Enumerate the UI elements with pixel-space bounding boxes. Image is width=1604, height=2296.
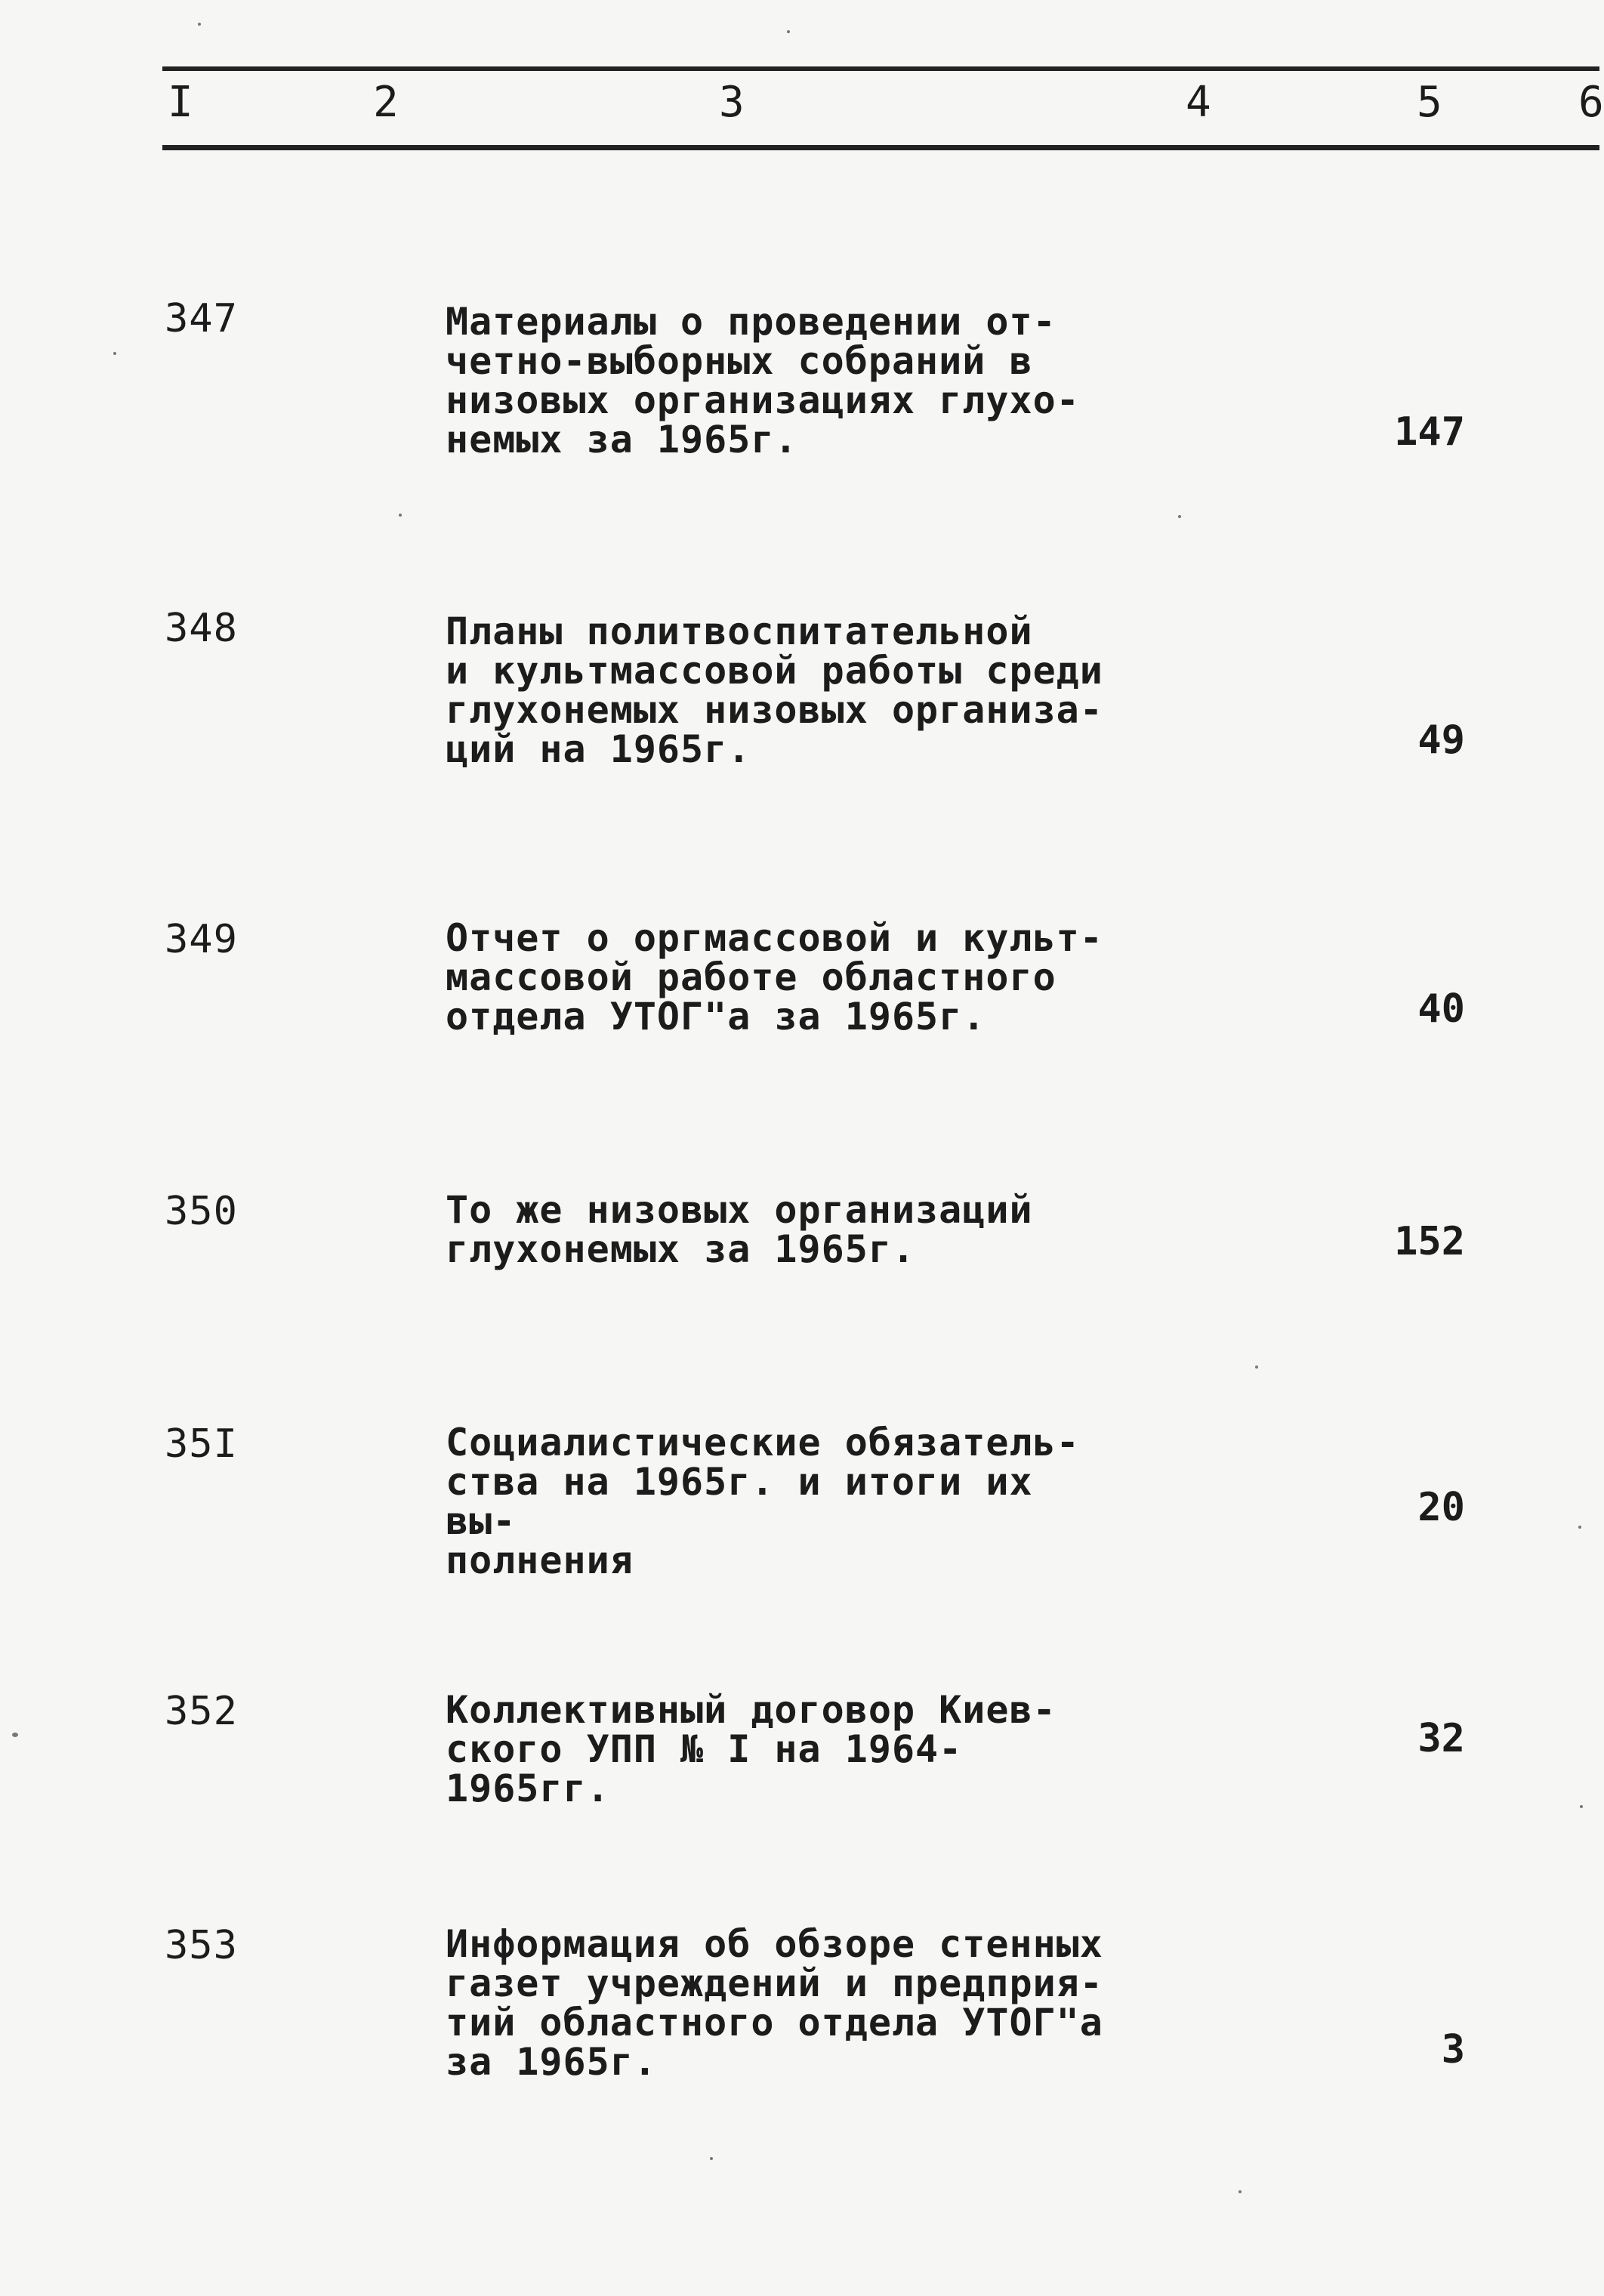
- column-number-2: 2: [373, 78, 399, 127]
- entry-title: Материалы о проведении от- четно-выборных собраний в низовых организациях глухо- немых за 1965г.: [446, 300, 1080, 461]
- entry-number: 353: [165, 1923, 238, 1968]
- column-number-5: 5: [1417, 78, 1442, 127]
- entry-page-count: 3: [1441, 2027, 1465, 2072]
- entry-page-count: 147: [1394, 409, 1465, 455]
- entry-page-count: 152: [1394, 1219, 1465, 1264]
- column-number-6: 6: [1578, 78, 1604, 127]
- entry-number: 352: [165, 1689, 238, 1734]
- entry-number: 347: [165, 296, 238, 341]
- entry-title: Коллективный договор Киев- ского УПП № I на 1964-1965гг.: [446, 1688, 1056, 1810]
- scan-speck: [787, 30, 790, 33]
- column-number-4: 4: [1186, 78, 1211, 127]
- entry-page-count: 40: [1417, 986, 1465, 1032]
- header-bottom-rule: [162, 145, 1599, 150]
- scan-speck: [1238, 2190, 1242, 2193]
- scan-speck: [198, 23, 201, 26]
- entry-number: 349: [165, 917, 238, 962]
- scan-speck: [113, 352, 116, 355]
- entry-title: Планы политвоспитательной и культмассовой работы среди глухонемых низовых организа- ций на 1965г.: [446, 609, 1103, 771]
- entry-title: Отчет о оргмассовой и культ- массовой работе областного отдела УТОГ"а за 1965г.: [446, 916, 1103, 1038]
- scan-speck: [1578, 1526, 1581, 1529]
- entry-page-count: 32: [1417, 1716, 1465, 1761]
- entry-page-count: 20: [1417, 1485, 1465, 1530]
- scan-speck: [1178, 515, 1181, 518]
- entry-number: 350: [165, 1189, 238, 1234]
- entry-page-count: 49: [1417, 718, 1465, 763]
- scan-speck: [399, 514, 402, 517]
- entry-number: 348: [165, 606, 238, 651]
- entry-title: Социалистические обязатель- ства на 1965г. и итоги их вы- полнения: [446, 1421, 1080, 1582]
- scan-speck: [1580, 1805, 1583, 1808]
- column-number-3: 3: [719, 78, 745, 127]
- entry-title: Информация об обзоре стенных газет учреждений и предприя- тий областного отдела УТОГ"а за 1965г.: [446, 1922, 1103, 2084]
- header-top-rule: [162, 66, 1599, 71]
- entry-number: 35I: [165, 1421, 238, 1467]
- scan-speck: [710, 2157, 713, 2160]
- scan-speck: [12, 1733, 18, 1737]
- column-number-1: I: [168, 78, 193, 127]
- entry-title: То же низовых организаций глухонемых за 1965г.: [446, 1188, 1033, 1271]
- scan-speck: [1255, 1366, 1258, 1369]
